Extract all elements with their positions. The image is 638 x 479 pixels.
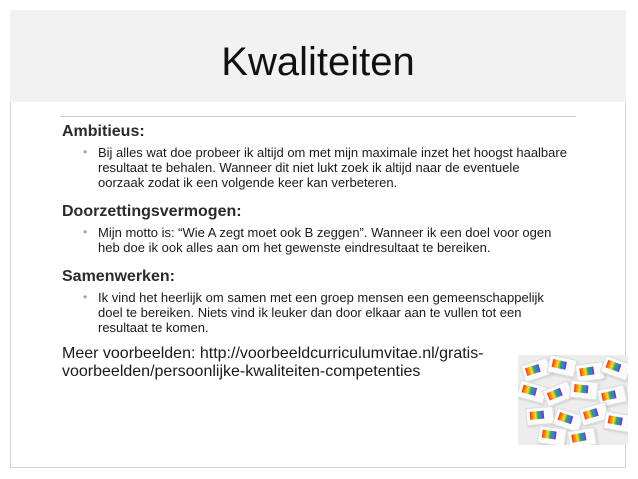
- title-divider: [60, 116, 576, 117]
- section-heading: Ambitieus:: [62, 123, 145, 140]
- bullet-text: Mijn motto is: “Wie A zegt moet ook B zeggen”. Wanneer ik een doel voor ogen heb doe ik ook alles aan om het gewenste eindresultaat te bereiken.: [98, 225, 552, 255]
- section-heading: Doorzettingsvermogen:: [62, 203, 242, 220]
- list-item: [62, 145, 582, 190]
- bullet-dot-icon: •: [83, 225, 88, 239]
- section-samenwerken: [62, 267, 582, 335]
- bullet-text: Bij alles wat doe probeer ik altijd om met mijn maximale inzet het hoogst haalbare resultaat te behalen. Wanneer dit niet lukt zoek ik altijd naar de eventuele oorzaak zodat ik een volgende keer kan verbeteren.: [98, 145, 567, 190]
- section-heading: Samenwerken:: [62, 268, 175, 285]
- section-doorzettingsvermogen: [62, 202, 582, 255]
- list-item: [62, 290, 582, 335]
- rainbow-cards-photo: [518, 355, 628, 445]
- more-examples-link[interactable]: Meer voorbeelden: http://voorbeeldcurriculumvitae.nl/gratis-voorbeelden/persoonlijke-kwaliteiten-competenties: [62, 345, 484, 380]
- section-ambitieus: [62, 122, 582, 190]
- slide-title: Kwaliteiten: [221, 40, 415, 84]
- list-item: [62, 225, 582, 255]
- slide-content: [62, 122, 582, 381]
- bullet-dot-icon: •: [83, 145, 88, 159]
- bullet-text: Ik vind het heerlijk om samen met een groep mensen een gemeenschappelijk doel te bereiken. Niets vind ik leuker dan door elkaar aan te vullen tot een resultaat te komen.: [98, 290, 544, 335]
- bullet-dot-icon: •: [83, 290, 88, 304]
